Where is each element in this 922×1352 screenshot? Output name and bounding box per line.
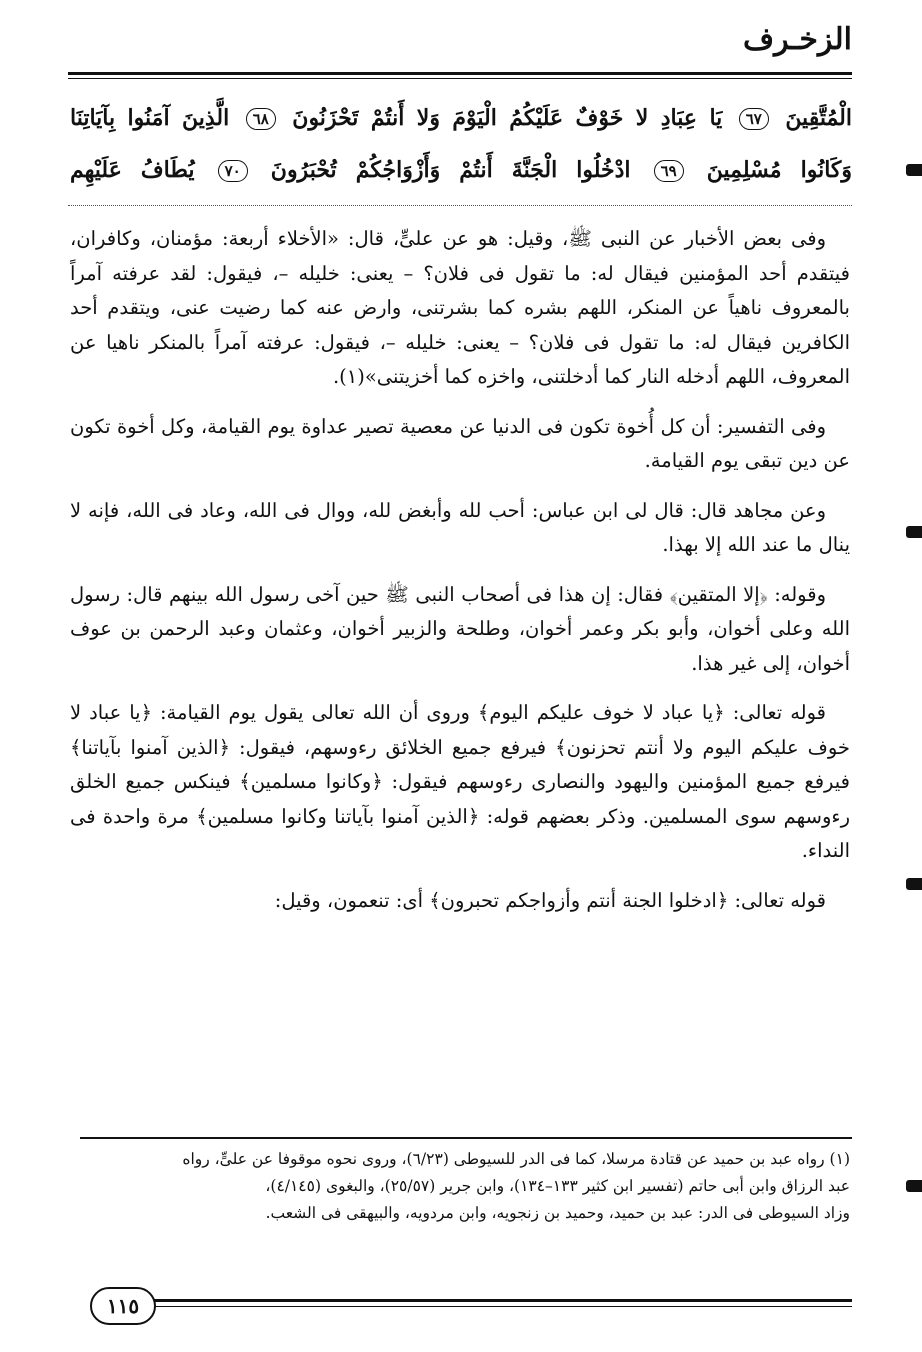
footnote-rule bbox=[80, 1137, 852, 1139]
footnote-line: (١) رواه عبد بن حميد عن قتادة مرسلا، كما فى الدر للسيوطى (٦/٢٣)، وروى نحوه موقوفا عن علىٍّ، رواه bbox=[182, 1150, 850, 1168]
verse-line-1 bbox=[70, 92, 852, 144]
header-rule-thin bbox=[68, 78, 852, 79]
margin-thumb-mark bbox=[906, 878, 922, 890]
verse-line-2 bbox=[70, 144, 852, 196]
verse-text: يُطَافُ عَلَيْهِم bbox=[70, 157, 195, 183]
footer-rule-thick bbox=[150, 1299, 852, 1302]
verse-text: وَكَانُوا مُسْلِمِينَ bbox=[706, 157, 852, 183]
margin-thumb-mark bbox=[906, 526, 922, 538]
verse-text: الْمُتَّقِينَ bbox=[785, 105, 852, 131]
footnotes-block bbox=[70, 1146, 850, 1227]
verses-separator-dotted bbox=[68, 205, 852, 206]
commentary-paragraph: وقوله: ﴿إلا المتقين﴾ فقال: إن هذا فى أصحاب النبى ﷺ حين آخى رسول الله بينهم قال: رسول الله وعلى أخوان، وأبو بكر وعمر أخوان، وطلحة والزبير أخوان، وعثمان وعبد الرحمن بن عوف أخوان، إلى غير هذا. bbox=[70, 582, 850, 675]
ayah-number-marker: ٦٧ bbox=[739, 108, 769, 130]
ayah-number-marker: ٦٩ bbox=[654, 160, 684, 182]
header-rule-thick bbox=[68, 72, 852, 75]
ayah-number-marker: ٧٠ bbox=[218, 160, 248, 182]
margin-thumb-mark bbox=[906, 164, 922, 176]
commentary-paragraph: وعن مجاهد قال: قال لى ابن عباس: أحب لله وأبغض لله، ووال فى الله، وعاد فى الله، فإنه لا ينال ما عند الله إلا بهذا. bbox=[70, 498, 850, 556]
verse-text: الَّذِينَ آمَنُوا بِآيَاتِنَا bbox=[70, 105, 230, 131]
tafsir-commentary bbox=[70, 222, 850, 933]
verse-text: يَا عِبَادِ لا خَوْفٌ عَلَيْكُمُ الْيَوْمَ وَلا أَنتُمْ تَحْزَنُونَ bbox=[292, 105, 723, 131]
quran-verses-block bbox=[70, 92, 852, 196]
surah-running-title: الزخـرف bbox=[742, 22, 852, 57]
commentary-paragraph: قوله تعالى: ﴿يا عباد لا خوف عليكم اليوم﴾ وروى أن الله تعالى يقول يوم القيامة: ﴿يا عباد لا خوف عليكم اليوم ولا أنتم تحزنون﴾ فيرفع جميع الخلائق رءوسهم، فيقول: ﴿الذين آمنوا بآياتنا﴾ فيرفع جميع المؤمنين واليهود والنصارى رءوسهم فيقول: ﴿وكانوا مسلمين﴾ فينكس جميع الخلق رءوسهم سوى المسلمين. وذكر بعضهم قوله: ﴿الذين آمنوا بآياتنا وكانوا مسلمين﴾ مرة واحدة فى النداء. bbox=[70, 701, 850, 862]
commentary-paragraph: وفى بعض الأخبار عن النبى ﷺ، وقيل: هو عن علىٍّ، قال: «الأخلاء أربعة: مؤمنان، وكافران، فيتقدم أحد المؤمنين فيقال له: ما تقول فى فلان؟ – يعنى: خليله –، فيقول: لقد عرفته آمراً بالمعروف ناهياً عن المنكر، اللهم بشره كما بشرتنى، وارض عنه كما رضيت عنى، ويتقدم أحد الكافرين فيقال له: ما تقول فى فلان؟ – يعنى: خليله –، فيقول: عرفته آمراً بالمنكر ناهيا عن المعروف، اللهم أدخله النار كما أدخلتنى، واخزه كما أخزيتنى»(١). bbox=[70, 227, 850, 388]
footnote-line: وزاد السيوطى فى الدر: عبد بن حميد، وحميد بن زنجويه، وابن مردويه، والبيهقى فى الشعب. bbox=[265, 1204, 850, 1222]
commentary-paragraph: وفى التفسير: أن كل أُخوة تكون فى الدنيا عن معصية تصير عداوة يوم القيامة، وكل أخوة تكون عن دين تبقى يوم القيامة. bbox=[70, 414, 850, 472]
ayah-number-marker: ٦٨ bbox=[246, 108, 276, 130]
verse-text: ادْخُلُوا الْجَنَّةَ أَنتُمْ وَأَزْوَاجُكُمْ تُحْبَرُونَ bbox=[270, 157, 631, 183]
commentary-paragraph: قوله تعالى: ﴿ادخلوا الجنة أنتم وأزواجكم تحبرون﴾ أى: تنعمون، وقيل: bbox=[274, 888, 826, 912]
page-number: ١١٥ bbox=[90, 1287, 156, 1325]
margin-thumb-mark bbox=[906, 1180, 922, 1192]
footer-rule-thin bbox=[150, 1306, 852, 1307]
footnote-line: عبد الرزاق وابن أبى حاتم (تفسير ابن كثير ١٣٣–١٣٤)، وابن جرير (٢٥/٥٧)، والبغوى (٤/١٤٥)، bbox=[265, 1177, 850, 1195]
